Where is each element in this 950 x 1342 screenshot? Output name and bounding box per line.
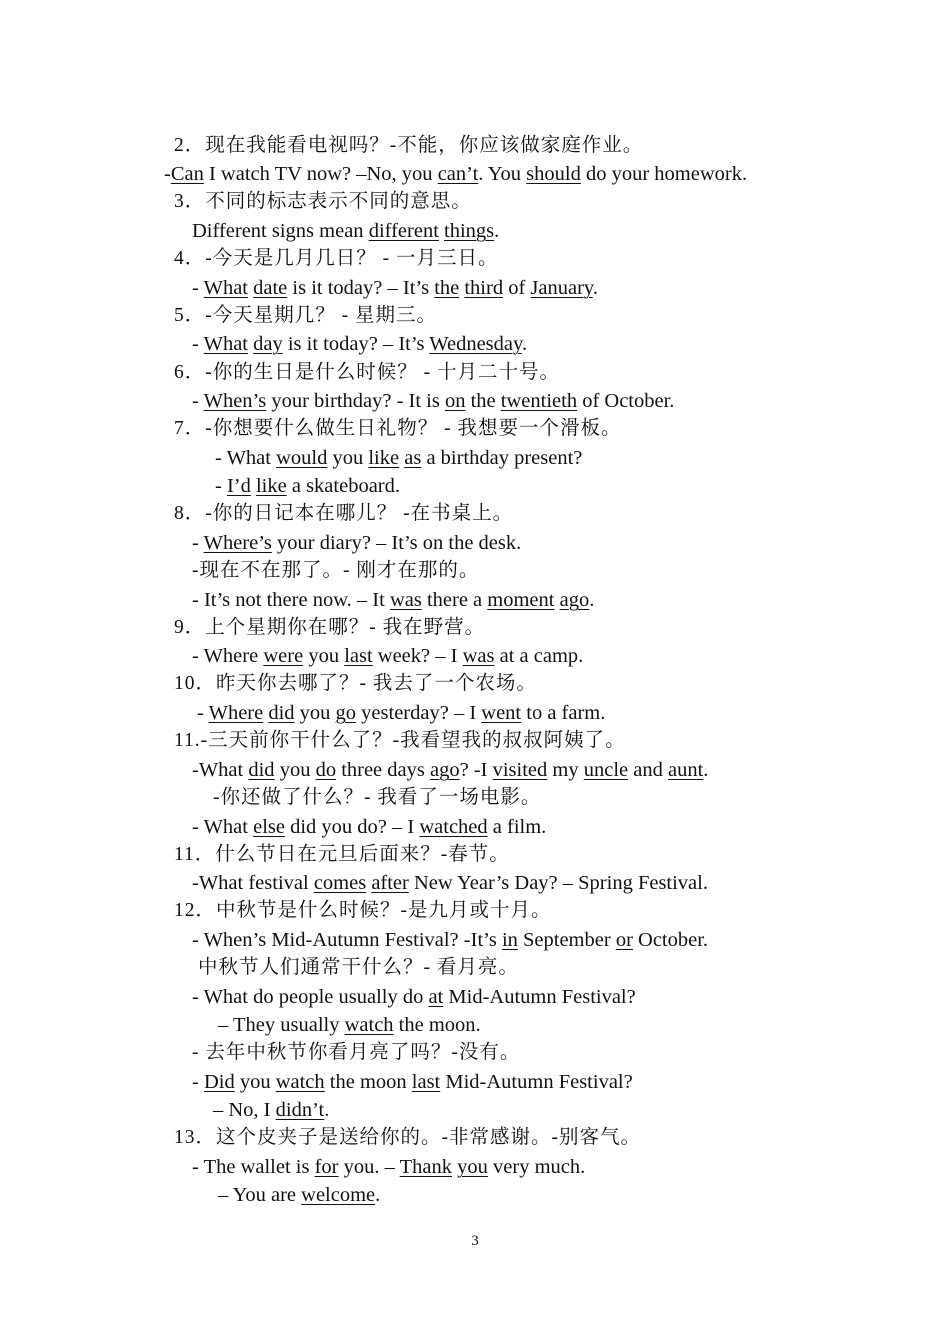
chinese-prompt-line bbox=[198, 954, 519, 982]
underlined-answer: moment bbox=[487, 589, 555, 611]
text-segment: there a bbox=[421, 589, 488, 611]
text-segment: . bbox=[703, 759, 709, 781]
text-segment: 11.-三天前你干什么了？-我看望我的叔叔阿姨了。 bbox=[174, 730, 626, 751]
underlined-answer: were bbox=[263, 645, 304, 667]
underlined-answer: day bbox=[253, 333, 283, 355]
text-segment: -What festival bbox=[192, 872, 314, 894]
underlined-answer: went bbox=[481, 702, 522, 724]
text-segment: week? – I bbox=[372, 645, 463, 667]
text-segment: you bbox=[327, 447, 369, 469]
underlined-answer: When’s bbox=[203, 390, 267, 412]
text-segment: – They usually bbox=[218, 1014, 345, 1036]
text-segment: you bbox=[294, 702, 336, 724]
text-segment: - bbox=[164, 163, 171, 185]
text-segment: did you do? – I bbox=[284, 816, 420, 838]
underlined-answer: watch bbox=[344, 1014, 394, 1036]
text-segment: - bbox=[192, 532, 204, 554]
text-segment: 9．上个星期你在哪？- 我在野营。 bbox=[174, 617, 486, 638]
underlined-answer: would bbox=[276, 447, 328, 469]
text-segment: -你还做了什么？- 我看了一场电影。 bbox=[213, 787, 542, 808]
text-segment: - 去年中秋节你看月亮了吗？-没有。 bbox=[192, 1042, 521, 1063]
text-segment: the moon. bbox=[393, 1014, 481, 1036]
text-segment: 2．现在我能看电视吗？-不能，你应该做家庭作业。 bbox=[174, 135, 644, 156]
text-segment: - bbox=[192, 277, 204, 299]
underlined-answer: do bbox=[315, 759, 337, 781]
text-segment: 6．-你的生日是什么时候？ - 十月二十号。 bbox=[174, 362, 560, 383]
text-segment: . You bbox=[478, 163, 527, 185]
text-segment: Mid-Autumn Festival? bbox=[440, 1071, 633, 1093]
underlined-answer: the bbox=[434, 277, 460, 299]
underlined-answer: did bbox=[248, 759, 275, 781]
text-segment: – You are bbox=[218, 1184, 302, 1206]
text-segment: - bbox=[192, 1071, 204, 1093]
underlined-answer: Thank bbox=[399, 1156, 453, 1178]
english-sentence-line bbox=[215, 444, 582, 472]
underlined-answer: in bbox=[501, 929, 518, 951]
underlined-answer: ago bbox=[559, 589, 590, 611]
text-segment: the moon bbox=[324, 1071, 412, 1093]
chinese-prompt-line bbox=[192, 557, 479, 585]
underlined-answer: can’t bbox=[437, 163, 479, 185]
chinese-prompt-line bbox=[174, 245, 499, 273]
underlined-answer: on bbox=[444, 390, 466, 412]
underlined-answer: for bbox=[314, 1156, 339, 1178]
chinese-prompt-line bbox=[174, 897, 552, 925]
chinese-prompt-line bbox=[174, 500, 513, 528]
underlined-answer: comes bbox=[313, 872, 367, 894]
text-segment: -现在不在那了。- 刚才在那的。 bbox=[192, 560, 480, 581]
underlined-answer: What bbox=[203, 333, 248, 355]
text-segment: the bbox=[465, 390, 501, 412]
underlined-answer: was bbox=[462, 645, 495, 667]
underlined-answer: January bbox=[530, 277, 593, 299]
english-sentence-line bbox=[192, 869, 708, 897]
chinese-prompt-line bbox=[174, 614, 485, 642]
text-segment: 8．-你的日记本在哪儿？ -在书桌上。 bbox=[174, 503, 514, 524]
chinese-prompt-line bbox=[213, 784, 541, 812]
text-segment: - What bbox=[215, 447, 277, 469]
chinese-prompt-line bbox=[174, 1124, 641, 1152]
chinese-prompt-line bbox=[174, 841, 510, 869]
text-segment: I watch TV now? –No, you bbox=[203, 163, 438, 185]
chinese-prompt-line bbox=[174, 132, 643, 160]
underlined-answer: after bbox=[371, 872, 409, 894]
text-segment: you bbox=[303, 645, 345, 667]
underlined-answer: Where bbox=[208, 702, 264, 724]
english-sentence-line bbox=[192, 1068, 633, 1096]
text-segment: - bbox=[192, 333, 204, 355]
text-segment: Different signs mean bbox=[192, 220, 369, 242]
underlined-answer: watch bbox=[275, 1071, 325, 1093]
text-segment: you bbox=[274, 759, 316, 781]
text-segment: you. – bbox=[338, 1156, 400, 1178]
english-sentence-line bbox=[192, 813, 546, 841]
underlined-answer: you bbox=[457, 1156, 488, 1178]
text-segment: your diary? – It’s on the desk. bbox=[271, 532, 522, 554]
underlined-answer: last bbox=[344, 645, 373, 667]
text-segment: three days bbox=[336, 759, 430, 781]
underlined-answer: I’d bbox=[226, 475, 251, 497]
underlined-answer: Wednesday bbox=[429, 333, 522, 355]
text-segment: New Year’s Day? – Spring Festival. bbox=[408, 872, 708, 894]
underlined-answer: like bbox=[255, 475, 287, 497]
english-sentence-line bbox=[215, 472, 400, 500]
chinese-prompt-line bbox=[174, 670, 537, 698]
text-segment: yesterday? – I bbox=[356, 702, 482, 724]
underlined-answer: was bbox=[389, 589, 422, 611]
underlined-answer: watched bbox=[419, 816, 488, 838]
underlined-answer: Did bbox=[203, 1071, 235, 1093]
underlined-answer: or bbox=[615, 929, 633, 951]
text-segment: is it today? – It’s bbox=[282, 333, 430, 355]
chinese-prompt-line bbox=[192, 1039, 520, 1067]
text-segment: of bbox=[503, 277, 531, 299]
english-sentence-line bbox=[192, 586, 594, 614]
text-segment: - bbox=[192, 390, 204, 412]
underlined-answer: ago bbox=[429, 759, 460, 781]
text-segment: - The wallet is bbox=[192, 1156, 315, 1178]
text-segment: 12．中秋节是什么时候？-是九月或十月。 bbox=[174, 900, 552, 921]
text-segment: 10．昨天你去哪了？- 我去了一个农场。 bbox=[174, 673, 537, 694]
english-sentence-line bbox=[192, 983, 636, 1011]
underlined-answer: third bbox=[464, 277, 504, 299]
text-segment: . bbox=[521, 333, 528, 355]
text-segment: very much. bbox=[487, 1156, 586, 1178]
english-sentence-line bbox=[192, 529, 521, 557]
text-segment: my bbox=[547, 759, 584, 781]
chinese-prompt-line bbox=[174, 302, 437, 330]
underlined-answer: didn’t bbox=[275, 1099, 325, 1121]
underlined-answer: Can bbox=[170, 163, 204, 185]
text-segment: 5．-今天星期几？ - 星期三。 bbox=[174, 305, 437, 326]
underlined-answer: Where’s bbox=[203, 532, 272, 554]
underlined-answer: else bbox=[253, 816, 285, 838]
text-segment: you bbox=[234, 1071, 276, 1093]
underlined-answer: visited bbox=[492, 759, 548, 781]
text-segment: and bbox=[628, 759, 668, 781]
english-sentence-line bbox=[218, 1011, 481, 1039]
chinese-prompt-line bbox=[174, 415, 622, 443]
text-segment: Mid-Autumn Festival? bbox=[443, 986, 636, 1008]
english-sentence-line bbox=[164, 160, 747, 188]
chinese-prompt-line bbox=[174, 359, 560, 387]
underlined-answer: should bbox=[526, 163, 581, 185]
text-segment: 中秋节人们通常干什么？- 看月亮。 bbox=[198, 957, 519, 978]
text-segment: - Where bbox=[192, 645, 264, 667]
text-segment: October. bbox=[632, 929, 709, 951]
chinese-prompt-line bbox=[174, 188, 472, 216]
underlined-answer: aunt bbox=[668, 759, 704, 781]
text-segment: -What bbox=[192, 759, 249, 781]
text-segment: . bbox=[589, 589, 595, 611]
text-segment: a skateboard. bbox=[286, 475, 401, 497]
text-segment: ? -I bbox=[459, 759, 493, 781]
underlined-answer: uncle bbox=[583, 759, 629, 781]
underlined-answer: did bbox=[268, 702, 295, 724]
chinese-prompt-line bbox=[174, 727, 626, 755]
text-segment: of October. bbox=[577, 390, 675, 412]
underlined-answer: last bbox=[411, 1071, 441, 1093]
text-segment: 4．-今天是几月几日？ - 一月三日。 bbox=[174, 248, 499, 269]
english-sentence-line bbox=[192, 217, 499, 245]
text-segment: - bbox=[197, 702, 209, 724]
english-sentence-line bbox=[192, 756, 708, 784]
text-segment: - It’s not there now. – It bbox=[192, 589, 390, 611]
text-segment: – No, I bbox=[213, 1099, 276, 1121]
underlined-answer: date bbox=[253, 277, 288, 299]
underlined-answer: things bbox=[444, 220, 495, 242]
text-segment: 13．这个皮夹子是送给你的。-非常感谢。-别客气。 bbox=[174, 1127, 641, 1148]
text-segment: - When’s Mid-Autumn Festival? -It’s bbox=[192, 929, 502, 951]
underlined-answer: welcome bbox=[301, 1184, 376, 1206]
english-sentence-line bbox=[192, 387, 674, 415]
english-sentence-line bbox=[192, 926, 708, 954]
underlined-answer: at bbox=[428, 986, 444, 1008]
underlined-answer: like bbox=[368, 447, 400, 469]
underlined-answer: as bbox=[404, 447, 422, 469]
text-segment: your birthday? - It is bbox=[266, 390, 445, 412]
text-segment: a birthday present? bbox=[421, 447, 583, 469]
text-segment: is it today? – It’s bbox=[287, 277, 435, 299]
underlined-answer: What bbox=[203, 277, 248, 299]
english-sentence-line bbox=[192, 1153, 585, 1181]
underlined-answer: different bbox=[368, 220, 439, 242]
text-segment: . bbox=[324, 1099, 330, 1121]
english-sentence-line bbox=[218, 1181, 380, 1209]
english-sentence-line bbox=[213, 1096, 329, 1124]
text-segment: a film. bbox=[487, 816, 547, 838]
english-sentence-line bbox=[192, 274, 598, 302]
text-segment: do your homework. bbox=[580, 163, 748, 185]
english-sentence-line bbox=[192, 642, 583, 670]
text-segment: - What do people usually do bbox=[192, 986, 429, 1008]
text-segment: 3．不同的标志表示不同的意思。 bbox=[174, 191, 472, 212]
text-segment: to a farm. bbox=[521, 702, 606, 724]
text-segment: . bbox=[494, 220, 500, 242]
text-segment: 7．-你想要什么做生日礼物？ - 我想要一个滑板。 bbox=[174, 418, 622, 439]
text-segment: 11．什么节日在元旦后面来？-春节。 bbox=[174, 844, 510, 865]
text-segment: - What bbox=[192, 816, 254, 838]
text-segment: . bbox=[375, 1184, 381, 1206]
text-segment: at a camp. bbox=[494, 645, 584, 667]
underlined-answer: go bbox=[335, 702, 357, 724]
page-number: 3 bbox=[471, 1233, 479, 1249]
underlined-answer: twentieth bbox=[500, 390, 578, 412]
text-segment: September bbox=[517, 929, 616, 951]
text-segment: . bbox=[592, 277, 598, 299]
english-sentence-line bbox=[197, 699, 605, 727]
text-segment: - bbox=[215, 475, 227, 497]
english-sentence-line bbox=[192, 330, 527, 358]
